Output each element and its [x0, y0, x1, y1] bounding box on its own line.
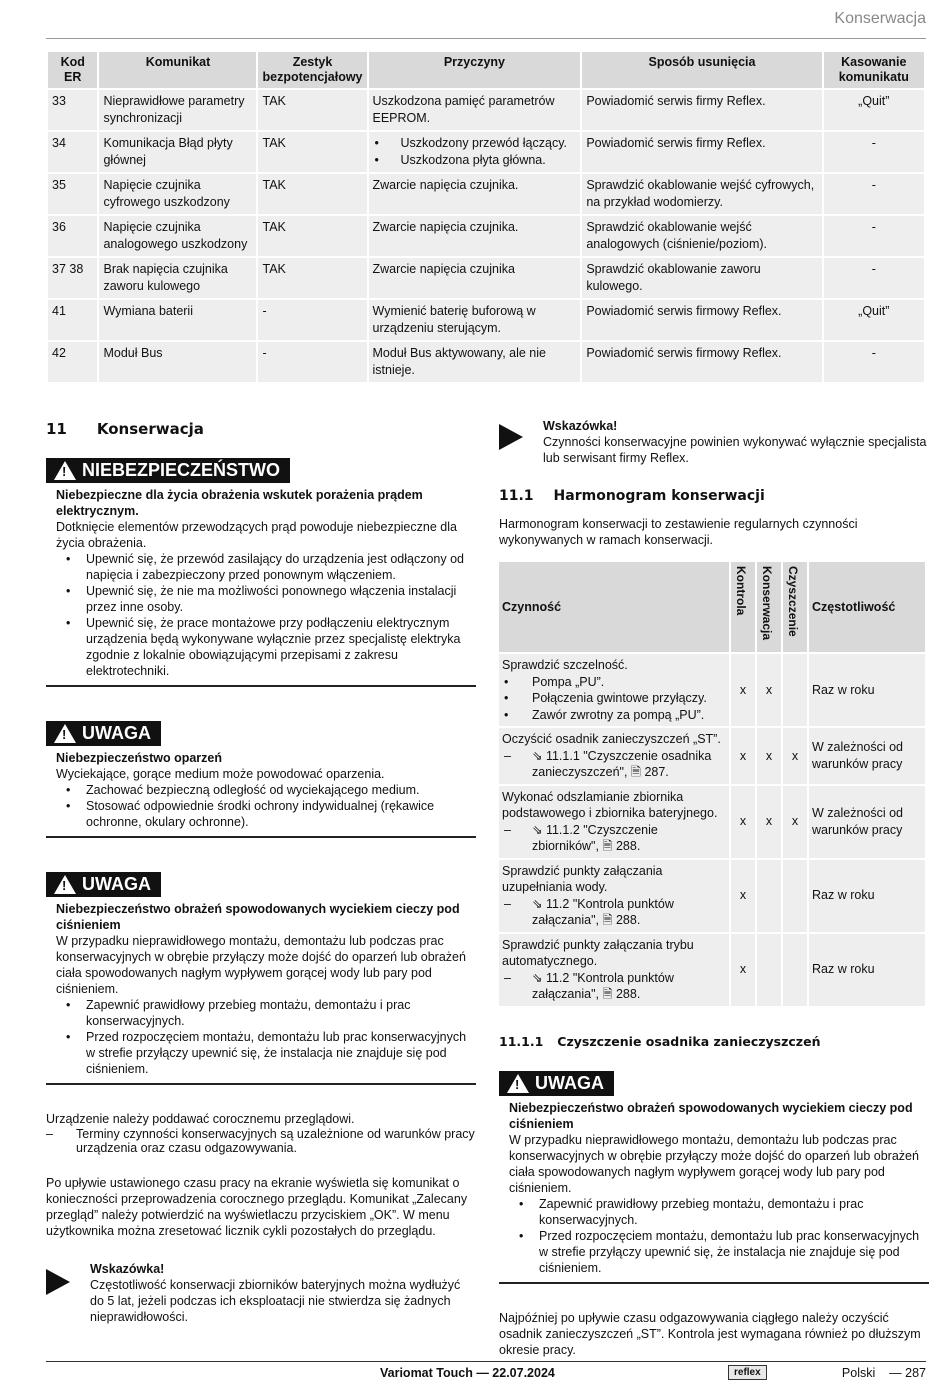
- error-table: [46, 50, 926, 384]
- error-reset: -: [824, 132, 924, 172]
- error-reset: -: [824, 216, 924, 256]
- section-title: Harmonogram konserwacji: [553, 488, 765, 504]
- activity-reference-link[interactable]: – ⇘ 11.1.2 "Czyszczenie zbiorników", 🗎 288.: [502, 822, 726, 855]
- error-fix: Sprawdzić okablowanie zaworu kulowego.: [582, 258, 821, 298]
- error-causes: [369, 258, 581, 298]
- maintenance-activity: [499, 654, 729, 726]
- maintenance-table: [497, 560, 927, 1008]
- error-code: 41: [48, 300, 97, 340]
- col-activity: Czynność: [499, 562, 729, 652]
- error-fix: Powiadomić serwis firmowy Reflex.: [582, 342, 821, 382]
- caution-label: ! UWAGA: [46, 721, 161, 746]
- error-code: 36: [48, 216, 97, 256]
- error-cause: Zwarcie napięcia czujnika.: [372, 220, 519, 234]
- activity-title: Sprawdzić punkty załączania uzupełniania wody.: [502, 863, 663, 894]
- caution-item: • Przed rozpoczęciem montażu, demontażu lub prac konserwacyjnych w strefie przyłączy upewnić się, że instalacja nie znajduje się pod ciśnieniem.: [56, 1029, 476, 1077]
- section-title: Konserwacja: [96, 420, 204, 438]
- error-contact: -: [258, 300, 366, 340]
- maintenance-frequency: W zależności od warunków pracy: [809, 786, 925, 858]
- caution-label: ! UWAGA: [499, 1071, 614, 1096]
- error-reset: -: [824, 342, 924, 382]
- error-table-row: [48, 90, 924, 130]
- control-mark: x: [731, 934, 755, 1006]
- error-table-row: [48, 216, 924, 256]
- col-causes: Przyczyny: [369, 52, 581, 88]
- error-table-header: [48, 52, 924, 88]
- cleaning-mark: [783, 934, 807, 1006]
- caution-item: • Zachować bezpieczną odległość od wyciekającego medium.: [56, 782, 476, 798]
- col-frequency: Częstotliwość: [809, 562, 925, 652]
- maintenance-activity: [499, 860, 729, 932]
- col-contact: Zestyk bezpotencjałowy: [258, 52, 366, 88]
- activity-bullet: • Pompa „PU”.: [502, 674, 726, 691]
- message-paragraph: Po upływie ustawionego czasu pracy na ekranie wyświetla się komunikat o konieczności przeprowadzenia corocznego przeglądu. Komunikat „Zalecany przegląd” należy potwierdzić na wyświetlaczu przyciskiem „OK”. W menu użytkownika można zresetować licznik cykli pozostałych do przeglądu.: [46, 1176, 468, 1238]
- caution-label: ! UWAGA: [46, 872, 161, 897]
- caution-box-pressure-2: [499, 1071, 929, 1284]
- activity-reference-link[interactable]: – ⇘ 11.2 "Kontrola punktów załączania", 🗎 288.: [502, 970, 726, 1003]
- caution-text: Wyciekające, gorące medium może powodować oparzenia.: [56, 767, 385, 781]
- maintenance-table-header: [499, 562, 925, 652]
- left-column: [46, 420, 476, 1325]
- warning-triangle-icon: [54, 875, 76, 894]
- error-reset: „Quit”: [824, 90, 924, 130]
- error-reset: -: [824, 174, 924, 214]
- error-fix: Powiadomić serwis firmy Reflex.: [582, 90, 821, 130]
- danger-item: • Upewnić się, że nie ma możliwości ponownego włączenia instalacji przez inne osoby.: [56, 583, 476, 615]
- schedule-intro: Harmonogram konserwacji to zestawienie regularnych czynności wykonywanych w ramach konserwacji.: [499, 517, 858, 547]
- section-11-1-1-heading: [499, 1034, 929, 1049]
- error-causes: [369, 132, 581, 172]
- control-mark: x: [731, 728, 755, 784]
- caution-item: • Stosować odpowiednie środki ochrony indywidualnej (rękawice ochronne, okulary ochronne).: [56, 798, 476, 830]
- error-contact: TAK: [258, 258, 366, 298]
- error-table-row: [48, 342, 924, 382]
- caution-box-pressure: [46, 872, 476, 1085]
- caution-item: • Zapewnić prawidłowy przebieg montażu, demontażu i prac konserwacyjnych.: [509, 1196, 929, 1228]
- footer: [46, 1366, 926, 1382]
- header-divider: [46, 38, 926, 39]
- reflex-logo: reflex: [728, 1365, 767, 1380]
- error-cause: Zwarcie napięcia czujnika: [372, 262, 515, 276]
- activity-reference-link[interactable]: – ⇘ 11.1.1 "Czyszczenie osadnika zanieczyszczeń", 🗎 287.: [502, 748, 726, 781]
- caution-heading: Niebezpieczeństwo oparzeń: [56, 751, 223, 765]
- error-cause: Wymienić baterię buforową w urządzeniu sterującym.: [372, 304, 536, 335]
- error-code: 35: [48, 174, 97, 214]
- danger-box: [46, 458, 476, 687]
- error-table-row: [48, 300, 924, 340]
- error-message: Nieprawidłowe parametry synchronizacji: [99, 90, 256, 130]
- error-code: 33: [48, 90, 97, 130]
- right-column: [499, 418, 929, 1358]
- error-reset: -: [824, 258, 924, 298]
- error-causes: [369, 90, 581, 130]
- note-left: [46, 1261, 476, 1325]
- warning-triangle-icon: [54, 461, 76, 480]
- activity-title: Oczyścić osadnik zanieczyszczeń „ST”.: [502, 732, 721, 746]
- footer-document: Variomat Touch — 22.07.2024: [380, 1366, 555, 1380]
- note-text: Częstotliwość konserwacji zbiorników bateryjnych można wydłużyć do 5 lat, jeżeli podczas ich eksploatacji nie stwierdza się żadnych nieprawidłowości.: [90, 1278, 461, 1324]
- caution-text: W przypadku nieprawidłowego montażu, demontażu lub podczas prac konserwacyjnych w obrębie przyłączy może dojść do oparzeń lub obrażeń ciała spowodowanych nagłym wypływem gorącej wody lub pary pod ciśnieniem.: [509, 1132, 919, 1195]
- maintenance-frequency: W zależności od warunków pracy: [809, 728, 925, 784]
- error-table-row: [48, 132, 924, 172]
- activity-bullet: • Połączenia gwintowe przyłączy.: [502, 690, 726, 707]
- note-right: [499, 418, 929, 466]
- error-causes: [369, 342, 581, 382]
- activity-reference-link[interactable]: – ⇘ 11.2 "Kontrola punktów załączania", 🗎 288.: [502, 896, 726, 929]
- error-contact: TAK: [258, 216, 366, 256]
- danger-item: • Upewnić się, że prace montażowe przy podłączeniu elektrycznym urządzenia będą wykonywane wyłącznie przez specjalistę elektryka zgodnie z lokalnie obowiązującymi przepisami z zakresu elektrotechniki.: [56, 615, 476, 679]
- col-fix: Sposób usunięcia: [582, 52, 821, 88]
- error-code: 34: [48, 132, 97, 172]
- danger-item: • Upewnić się, że przewód zasilający do urządzenia jest odłączony od napięcia i zabezpieczony przed ponownym włączeniem.: [56, 551, 476, 583]
- note-title: Wskazówka!: [543, 419, 618, 433]
- footer-language-page: Polski — 287: [841, 1366, 926, 1380]
- error-contact: TAK: [258, 90, 366, 130]
- error-message: Moduł Bus: [99, 342, 256, 382]
- caution-heading: Niebezpieczeństwo obrażeń spowodowanych wyciekiem cieczy pod ciśnieniem: [509, 1100, 913, 1131]
- section-11-heading: [46, 420, 476, 438]
- cleaning-mark: x: [783, 786, 807, 858]
- maintenance-frequency: Raz w roku: [809, 860, 925, 932]
- control-mark: x: [731, 654, 755, 726]
- note-text: Czynności konserwacyjne powinien wykonywać wyłącznie specjalista lub serwisant firmy Reflex.: [543, 435, 927, 465]
- maintenance-mark: x: [757, 728, 781, 784]
- error-message: Napięcie czujnika cyfrowego uszkodzony: [99, 174, 256, 214]
- section-number: 11.1.1: [499, 1033, 544, 1049]
- maintenance-row: [499, 934, 925, 1006]
- control-mark: x: [731, 860, 755, 932]
- error-fix: Sprawdzić okablowanie wejść analogowych (ciśnienie/poziom).: [582, 216, 821, 256]
- page-number: — 287: [889, 1366, 926, 1380]
- error-message: Wymiana baterii: [99, 300, 256, 340]
- maintenance-activity: [499, 934, 729, 1006]
- cleaning-mark: x: [783, 728, 807, 784]
- cleaning-mark: [783, 860, 807, 932]
- col-code: Kod ER: [48, 52, 97, 88]
- error-fix: Powiadomić serwis firmowy Reflex.: [582, 300, 821, 340]
- maintenance-row: [499, 860, 925, 932]
- maintenance-mark: x: [757, 654, 781, 726]
- error-table-row: [48, 258, 924, 298]
- inspection-dash-item: – Terminy czynności konserwacyjnych są uzależnione od warunków pracy urządzenia oraz czasu odgazowywania.: [46, 1127, 476, 1155]
- section-11-1-heading: [499, 488, 929, 504]
- activity-title: Sprawdzić punkty załączania trybu automatycznego.: [502, 937, 694, 968]
- error-cause: Zwarcie napięcia czujnika.: [372, 178, 519, 192]
- col-maintenance: Konserwacja: [757, 562, 781, 652]
- danger-text: Dotknięcie elementów przewodzących prąd powoduje niebezpieczne dla życia obrażenia.: [56, 520, 457, 550]
- error-cause: Uszkodzona pamięć parametrów EEPROM.: [372, 94, 555, 125]
- maintenance-row: [499, 786, 925, 858]
- page-header-title: Konserwacja: [834, 10, 926, 27]
- footer-divider: [46, 1361, 926, 1362]
- error-contact: -: [258, 342, 366, 382]
- error-message: Brak napięcia czujnika zaworu kulowego: [99, 258, 256, 298]
- caution-item: • Zapewnić prawidłowy przebieg montażu, demontażu i prac konserwacyjnych.: [56, 997, 476, 1029]
- error-table-row: [48, 174, 924, 214]
- error-causes: [369, 300, 581, 340]
- error-cause: • Uszkodzony przewód łączący.: [373, 135, 577, 152]
- col-cleaning: Czyszczenie: [783, 562, 807, 652]
- col-control: Kontrola: [731, 562, 755, 652]
- col-message: Komunikat: [99, 52, 256, 88]
- maintenance-activity: [499, 786, 729, 858]
- maintenance-mark: [757, 934, 781, 1006]
- activity-title: Sprawdzić szczelność.: [502, 658, 628, 672]
- error-causes: [369, 216, 581, 256]
- error-cause: Moduł Bus aktywowany, ale nie istnieje.: [372, 346, 546, 377]
- note-arrow-icon: [46, 1269, 70, 1295]
- error-contact: TAK: [258, 132, 366, 172]
- danger-heading: Niebezpieczne dla życia obrażenia wskutek porażenia prądem elektrycznym.: [56, 488, 423, 518]
- section-number: 11.1: [499, 488, 534, 504]
- error-cause: • Uszkodzona płyta główna.: [373, 152, 577, 169]
- activity-bullet: • Zawór zwrotny za pompą „PU”.: [502, 707, 726, 724]
- error-message: Komunikacja Błąd płyty głównej: [99, 132, 256, 172]
- error-causes: [369, 174, 581, 214]
- caution-heading: Niebezpieczeństwo obrażeń spowodowanych wyciekiem cieczy pod ciśnieniem: [56, 902, 460, 932]
- note-arrow-icon: [499, 424, 523, 450]
- section-number: 11: [46, 420, 67, 438]
- error-code: 37 38: [48, 258, 97, 298]
- maintenance-mark: [757, 860, 781, 932]
- maintenance-row: [499, 654, 925, 726]
- warning-triangle-icon: [507, 1074, 529, 1093]
- control-mark: x: [731, 786, 755, 858]
- error-fix: Powiadomić serwis firmy Reflex.: [582, 132, 821, 172]
- maintenance-row: [499, 728, 925, 784]
- error-contact: TAK: [258, 174, 366, 214]
- maintenance-activity: [499, 728, 729, 784]
- maintenance-frequency: Raz w roku: [809, 934, 925, 1006]
- error-code: 42: [48, 342, 97, 382]
- error-message: Napięcie czujnika analogowego uszkodzony: [99, 216, 256, 256]
- note-title: Wskazówka!: [90, 1262, 165, 1276]
- error-reset: „Quit”: [824, 300, 924, 340]
- warning-triangle-icon: [54, 724, 76, 743]
- danger-label: ! NIEBEZPIECZEŃSTWO: [46, 458, 290, 483]
- col-reset: Kasowanie komunikatu: [824, 52, 924, 88]
- caution-item: • Przed rozpoczęciem montażu, demontażu lub prac konserwacyjnych w strefie przyłączy upewnić się, że instalacja nie znajduje się pod ciśnieniem.: [509, 1228, 929, 1276]
- cleaning-mark: [783, 654, 807, 726]
- caution-box-burns: [46, 721, 476, 838]
- caution-text: W przypadku nieprawidłowego montażu, demontażu lub podczas prac konserwacyjnych w obrębie przyłączy może dojść do oparzeń lub obrażeń ciała spowodowanych nagłym wypływem gorącej wody lub pary pod ciśnieniem.: [56, 934, 466, 996]
- maintenance-frequency: Raz w roku: [809, 654, 925, 726]
- section-title: Czyszczenie osadnika zanieczyszczeń: [557, 1033, 821, 1049]
- strainer-paragraph: Najpóźniej po upływie czasu odgazowywania ciągłego należy oczyścić osadnik zanieczyszczeń „ST”. Kontrola jest wymagana również po dłuższym okresie pracy.: [499, 1310, 921, 1357]
- error-fix: Sprawdzić okablowanie wejść cyfrowych, na przykład wodomierzy.: [582, 174, 821, 214]
- activity-title: Wykonać odszlamianie zbiornika podstawowego i zbiornika bateryjnego.: [502, 789, 718, 820]
- inspection-paragraph: Urządzenie należy poddawać corocznemu przeglądowi.: [46, 1112, 355, 1126]
- maintenance-mark: x: [757, 786, 781, 858]
